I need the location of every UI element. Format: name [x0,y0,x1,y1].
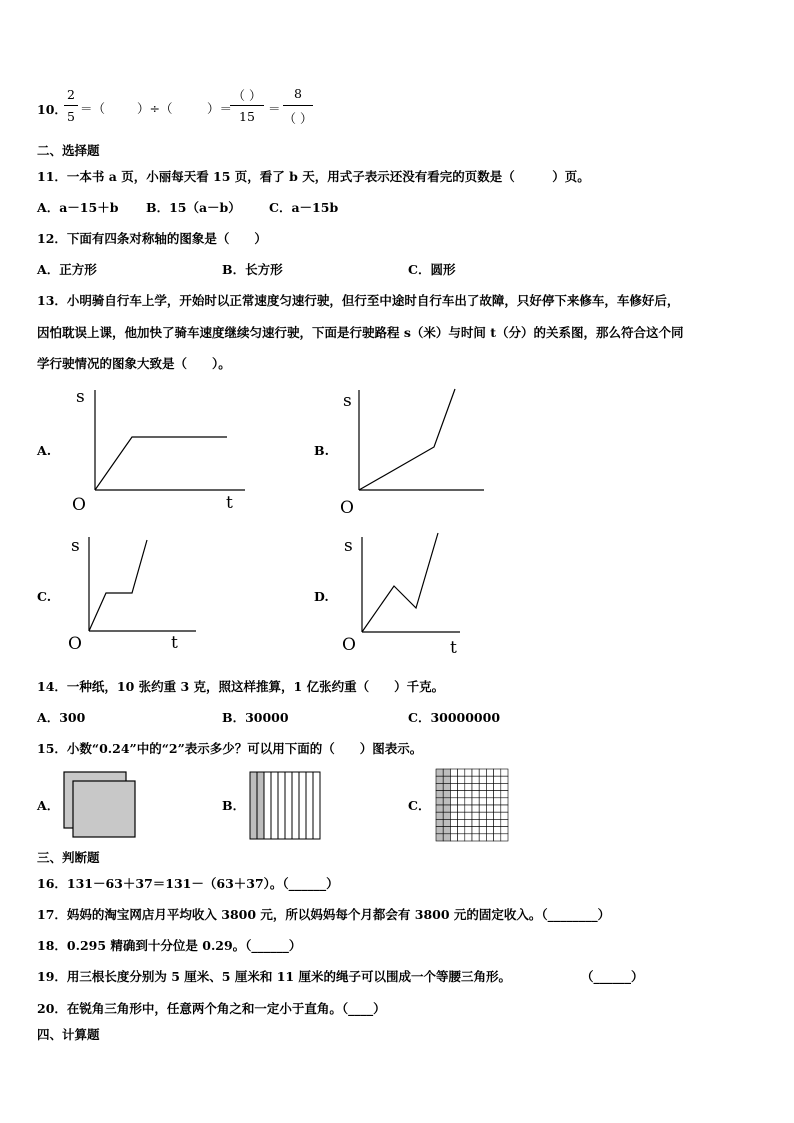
graph-c-line [89,540,147,631]
column [278,772,285,839]
shaded-cell [443,791,450,798]
cell [501,812,508,819]
section-heading: 四、计算题 [37,1027,100,1042]
fraction-denominator: （ ） [283,111,313,126]
question-14: 14．一种纸，10 张约重 3 克，照这样推算，1 亿张约重（ ）千克。 [37,679,445,694]
cell [472,769,479,776]
shaded-cell [436,776,443,783]
equation-part: ）＝ [207,101,233,116]
cell [494,805,501,812]
cell [486,783,493,790]
cell [494,812,501,819]
graph-a-line [95,437,227,490]
cell [486,834,493,841]
cell [458,805,465,812]
shaded-column [257,772,264,839]
cell [450,827,457,834]
cell [450,776,457,783]
option-c-figure [435,768,509,842]
cell [458,783,465,790]
cell [494,827,501,834]
option-c: C．a－15b [269,200,339,215]
option-a: A．300 [37,710,86,725]
equation-part: ）÷（ [137,101,173,116]
t-label: t [171,633,178,653]
cell [501,827,508,834]
graph-a-label: A. [37,443,52,458]
cell [465,812,472,819]
cell [479,805,486,812]
equation-part: ＝（ [80,101,106,116]
option-b: B．长方形 [222,262,283,277]
cell [479,819,486,826]
shaded-cell [436,834,443,841]
cell [501,769,508,776]
cell [479,783,486,790]
cell [472,776,479,783]
cell [472,783,479,790]
question-18: 18．0.295 精确到十分位是 0.29。（______） [37,938,302,953]
cell [494,791,501,798]
s-label: s [343,391,352,411]
answer-blank: （______） [581,969,644,984]
cell [501,791,508,798]
shaded-cell [443,798,450,805]
cell [486,819,493,826]
shaded-cell [443,805,450,812]
graph-d-label: D. [314,589,329,604]
cell [458,819,465,826]
cell [465,798,472,805]
column [285,772,292,839]
shaded-cell [443,812,450,819]
option-a: A．正方形 [37,262,97,277]
s-label: s [76,387,85,407]
option-b-figure [249,771,322,841]
option-c: C．30000000 [408,710,501,725]
cell [465,769,472,776]
option-c: C． [408,798,431,813]
cell [458,812,465,819]
cell [501,834,508,841]
shaded-cell [436,783,443,790]
cell [465,791,472,798]
cell [486,776,493,783]
cell [472,819,479,826]
question-16: 16．131－63＋37＝131－（63＋37）。（______） [37,876,339,891]
question-19: 19．用三根长度分别为 5 厘米、5 厘米和 11 厘米的绳子可以围成一个等腰三角形。 [37,969,511,984]
cell [472,798,479,805]
graph-b-line [359,389,455,490]
cell [494,783,501,790]
square-front [73,781,135,837]
cell [501,776,508,783]
graph-b-label: B. [314,443,329,458]
cell [494,798,501,805]
cell [472,834,479,841]
fraction-bar [283,105,313,106]
s-label: s [344,536,353,556]
cell [472,791,479,798]
cell [486,827,493,834]
cell [472,827,479,834]
shaded-cell [443,834,450,841]
cell [494,834,501,841]
cell [494,819,501,826]
column [264,772,271,839]
question-12: 12．下面有四条对称轴的图象是（ ） [37,231,267,246]
cell [450,805,457,812]
cell [450,812,457,819]
cell [479,812,486,819]
cell [458,834,465,841]
cell [479,834,486,841]
cell [450,798,457,805]
cell [501,805,508,812]
cell [472,805,479,812]
cell [458,798,465,805]
cell [465,827,472,834]
graph-b [338,385,488,520]
shaded-cell [436,827,443,834]
question-13-line3: 学行驶情况的图象大致是（ ）。 [37,356,231,371]
t-label: t [226,493,233,513]
graph-d-line [362,533,438,632]
cell [465,783,472,790]
fraction-numerator: 8 [294,86,302,101]
section-heading: 二、选择题 [37,143,100,158]
shaded-cell [443,827,450,834]
cell [465,805,472,812]
origin-label: O [72,495,86,515]
shaded-cell [436,812,443,819]
origin-label: O [342,635,356,655]
graph-c-label: C. [37,589,52,604]
origin-label: O [68,634,82,654]
shaded-cell [443,819,450,826]
t-label: t [450,638,457,658]
graph-d [340,531,465,656]
column [313,772,320,839]
fraction-bar [64,105,78,106]
cell [450,783,457,790]
fraction-bar [230,105,264,106]
section-heading: 三、判断题 [37,850,100,865]
option-b: B． [222,798,246,813]
cell [458,776,465,783]
cell [479,791,486,798]
shaded-cell [436,791,443,798]
option-a: A．a－15＋b [37,200,119,215]
shaded-cell [443,769,450,776]
cell [479,776,486,783]
fraction-numerator: 2 [67,87,75,102]
cell [486,769,493,776]
question-11: 11．一本书 a 页，小丽每天看 15 页，看了 b 天，用式子表示还没有看完的页数是（ ）页。 [37,169,590,184]
cell [472,812,479,819]
option-c: C．圆形 [408,262,456,277]
graph-a [70,385,250,520]
cell [479,827,486,834]
shaded-cell [436,798,443,805]
s-label: s [71,536,80,556]
equation-part: ＝ [268,101,281,116]
cell [450,834,457,841]
cell [494,776,501,783]
question-13-line1: 13．小明骑自行车上学，开始时以正常速度匀速行驶，但行至中途时自行车出了故障，只好停下来修车，车修好后， [37,293,680,308]
shaded-cell [436,805,443,812]
fraction-numerator: （ ） [232,88,262,103]
cell [501,798,508,805]
cell [450,819,457,826]
cell [501,783,508,790]
cell [458,827,465,834]
question-20: 20．在锐角三角形中，任意两个角之和一定小于直角。（____） [37,1001,386,1016]
option-b: B．15（a－b） [146,200,241,215]
cell [465,819,472,826]
cell [458,769,465,776]
column [271,772,278,839]
question-15: 15．小数“0.24”中的“2”表示多少？可以用下面的（ ）图表示。 [37,741,423,756]
cell [486,798,493,805]
column [306,772,313,839]
cell [465,776,472,783]
cell [465,834,472,841]
cell [450,791,457,798]
cell [479,769,486,776]
cell [486,791,493,798]
shaded-cell [443,783,450,790]
shaded-column [250,772,257,839]
shaded-cell [436,819,443,826]
column [292,772,299,839]
option-b: B．30000 [222,710,289,725]
question-13-line2: 因怕耽误上课，他加快了骑车速度继续匀速行驶，下面是行驶路程 s（米）与时间 t（分）的关系图，那么符合这个同 [37,325,684,340]
option-a: A． [37,798,60,813]
cell [501,819,508,826]
cell [486,805,493,812]
cell [479,798,486,805]
origin-label: O [340,498,354,518]
cell [450,769,457,776]
cell [458,791,465,798]
question-number: 10． [37,102,67,117]
fraction-denominator: 15 [239,109,255,124]
shaded-cell [443,776,450,783]
column [299,772,306,839]
cell [494,769,501,776]
question-17: 17．妈妈的淘宝网店月平均收入 3800 元，所以妈妈每个月都会有 3800 元的固定收入。（________） [37,907,611,922]
cell [486,812,493,819]
option-a-figure [63,771,137,839]
shaded-cell [436,769,443,776]
fraction-denominator: 5 [67,109,75,124]
graph-c [65,535,205,655]
